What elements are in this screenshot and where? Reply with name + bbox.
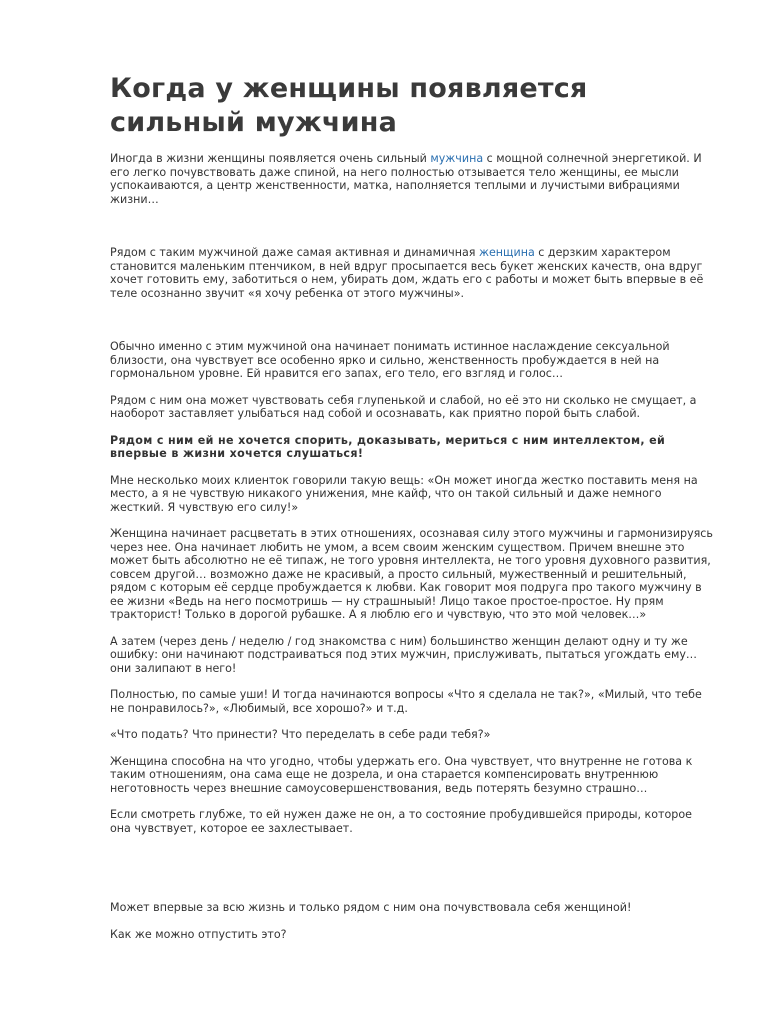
paragraph-2-before: Рядом с таким мужчиной даже самая активная и динамичная: [110, 246, 479, 259]
paragraph-10: «Что подать? Что принести? Что переделать в себе ради тебя?»: [110, 728, 491, 741]
paragraph-1-before: Иногда в жизни женщины появляется очень сильный: [110, 152, 431, 165]
paragraph-11: Женщина способна на что угодно, чтобы удержать его. Она чувствует, что внутренне не готова к таким отношениям, она сама еще не дозрела, и она старается компенсировать внутреннюю неготовность через внешние самоусовершенствования, ведь потерять безумно страшно…: [110, 754, 693, 795]
paragraph-7: Женщина начинает расцветать в этих отношениях, осознавая силу этого мужчины и гармонизируясь через нее. Она начинает любить не умом, а всем своим женским существом. Причем внешне это может быть абсолютно не её типаж, не того уровня интеллекта, не того уровня духовного развития, совсем другой… возможно даже не красивый, а просто сильный, мужественный и решительный, рядом с которым её сердце пробуждается к любви. Как говорит моя подруга про такого мужчину в ее жизни «Ведь на него посмотришь — ну страшныый! Лицо такое простое-простое. Ну прям тракторист! Только в дорогой рубашке. А я люблю его и чувствую, что это мой человек…»: [110, 527, 713, 621]
paragraph-6: Мне несколько моих клиенток говорили такую вещь: «Он может иногда жестко поставить меня на место, а я не чувствую никакого унижения, мне кайф, что он такой сильный и даже немного жесткий. Я чувствую его силу!»: [110, 473, 698, 514]
link-man[interactable]: мужчина: [430, 152, 484, 165]
paragraph-1-after: с мощной солнечной энергетикой. И его легко почувствовать даже спиной, на него полностью отзывается тело женщины, ее мысли успокаиваются, а центр женственности, матка, наполняется теплыми и лучистыми вибрациями жизни…: [110, 152, 702, 206]
paragraph-9: Полностью, по самые уши! И тогда начинаются вопросы «Что я сделала не так?», «Милый, что тебе не понравилось?», «Любимый, все хорошо?» и т.д.: [110, 688, 702, 715]
paragraph-1: [110, 152, 716, 206]
paragraph-4: Рядом с ним она может чувствовать себя глупенькой и слабой, но её это ни сколько не смущает, а наоборот заставляет улыбаться над собой и осознавать, как приятно порой быть слабой.: [110, 393, 697, 420]
paragraph-12: Если смотреть глубже, то ей нужен даже не он, а то состояние пробудившейся природы, которое она чувствует, которое ее захлестывает.: [110, 808, 692, 835]
paragraph-2-after: с дерзким характером становится маленьким птенчиком, в ней вдруг просыпается весь букет женских качеств, она вдруг хочет готовить ему, заботиться о нем, убирать дом, ждать его с работы и может быть впервые в её теле осознанно звучит «я хочу ребенка от этого мужчины».: [110, 246, 704, 300]
paragraph-3: Обычно именно с этим мужчиной она начинает понимать истинное наслаждение сексуальной близости, она чувствует все особенно ярко и сильно, женственность пробуждается в ней на гормональном уровне. Ей нравится его запах, его тело, его взгляд и голос…: [110, 340, 670, 380]
article-title: Когда у женщины появляется сильный мужчина: [110, 73, 588, 138]
paragraph-2: [110, 246, 716, 300]
paragraph-8: А затем (через день / неделю / год знакомства с ним) большинство женщин делают одну и ту же ошибку: они начинают подстраиваться под этих мужчин, прислуживать, пытаться угождать ему…они залипают в него!: [110, 634, 697, 675]
link-woman[interactable]: женщина: [478, 246, 535, 259]
article-body: [110, 152, 716, 941]
paragraph-5-emphasis: Рядом с ним ей не хочется спорить, доказывать, мериться с ним интеллектом, ей впервые в жизни хочется слушаться!: [110, 433, 666, 460]
paragraph-14: Как же можно отпустить это?: [110, 927, 287, 941]
article: [110, 72, 716, 954]
paragraph-13: Может впервые за всю жизнь и только рядом с ним она почувствовала себя женщиной!: [110, 901, 632, 914]
